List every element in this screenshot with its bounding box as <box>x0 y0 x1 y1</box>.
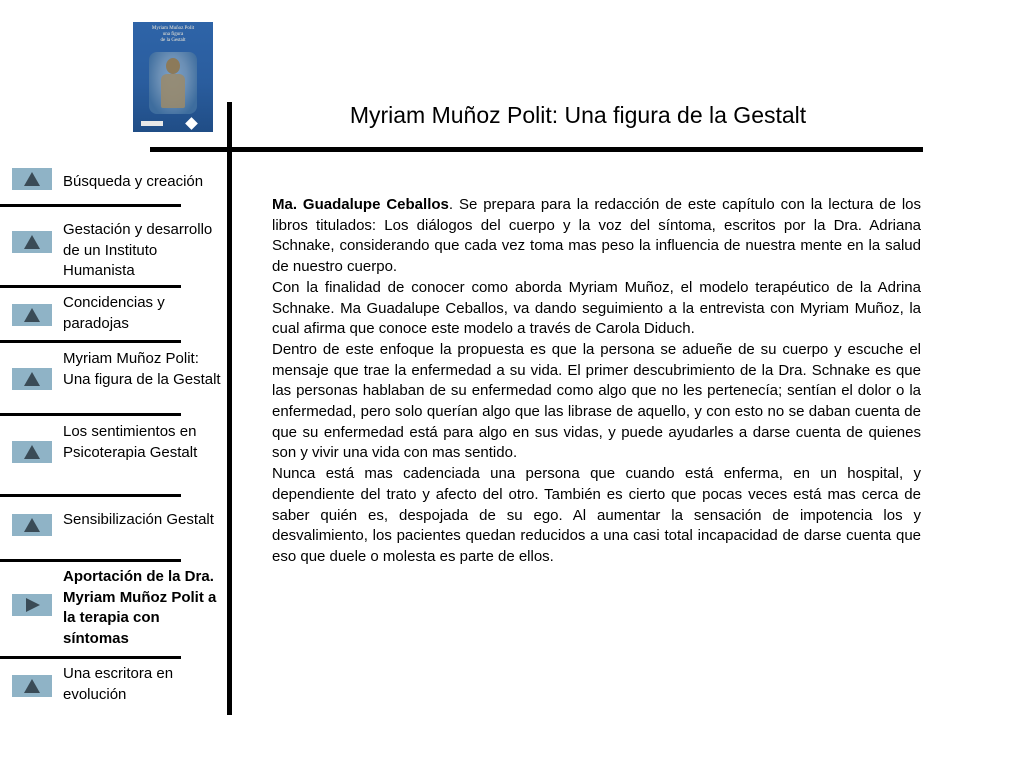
nav-button-active[interactable] <box>12 594 52 616</box>
nav-item-label-active[interactable]: Aportación de la Dra. Myriam Muñoz Polit a la terapia con síntomas <box>63 568 217 647</box>
nav-item-label[interactable]: Búsqueda y creación <box>63 173 204 190</box>
header-divider <box>150 147 923 152</box>
nav-button[interactable] <box>12 514 52 536</box>
paragraph-4: Nunca está mas cadenciada una persona que cuando está enferma, en un hospital, y dependiente del trato y afecto del otro. También es cierto que pocas veces está mas cerca de saber quién es, despojada de su ego. Al aumentar la sensación de impotencia los y desvalimiento, los pacientes quedan reducidos a una casi total incapacidad de darse cuenta que eso que duele o molesta es parte de ellos. <box>272 465 921 565</box>
nav-button[interactable] <box>12 675 52 697</box>
paragraph-1 <box>272 195 921 278</box>
nav-separator <box>0 656 181 659</box>
nav-separator <box>0 559 181 562</box>
nav-button[interactable] <box>12 231 52 253</box>
nav-item-label[interactable]: Sensibilización Gestalt <box>63 511 214 528</box>
nav-button[interactable] <box>12 441 52 463</box>
nav-separator <box>0 413 181 416</box>
paragraph-2: Con la finalidad de conocer como aborda Myriam Muñoz, el modelo terapéutico de la Adrina Schnake. Ma Guadalupe Ceballos, va dando seguimiento a la entrevista con Myriam Muñoz, la cual afirma que conoce este modelo a través de Carola Diduch. <box>272 278 921 338</box>
nav-separator <box>0 204 181 207</box>
nav-button[interactable] <box>12 368 52 390</box>
nav-item-label[interactable]: Gestación y desarrollo de un Instituto Humanista <box>63 221 213 279</box>
cover-figure-illustration <box>149 52 197 114</box>
cover-publisher-logo <box>141 121 163 126</box>
main-content <box>272 195 921 568</box>
paragraph-3: Dentro de este enfoque la propuesta es que la persona se adueñe de su cuerpo y escuche el mensaje que trae la enfermedad a su vida. El primer descubrimiento de la Dra. Schnake es que las personas hablaban de su enfermedad como algo que no les pertenecía; sentían el dolor o la enfermedad, pero solo querían algo que las librase de aquello, y con esto no se daban cuenta de que su enfermedad está para algo en sus vidas, y puede ayudarles a darse cuenta de quienes son y vivir una vida con mas sentido. <box>272 340 921 462</box>
triangle-up-icon <box>24 518 40 532</box>
triangle-up-icon <box>24 308 40 322</box>
nav-separator <box>0 494 181 497</box>
nav-separator <box>0 285 181 288</box>
triangle-right-icon <box>26 598 40 612</box>
triangle-up-icon <box>24 235 40 249</box>
author-name: Ma. Guadalupe Ceballos <box>272 196 449 213</box>
book-cover-image <box>133 22 213 132</box>
paragraph-1-text: . Se prepara para la redacción de este capítulo con la lectura de los libros titulados: Los diálogos del cuerpo y la voz del síntoma, escritos por la Dra. Adriana Schnake, considerando que cada vez toma mas peso la influencia de nuestra mente en la salud de nuestro cuerpo. <box>272 196 922 276</box>
nav-separator <box>0 340 181 343</box>
nav-button[interactable] <box>12 304 52 326</box>
nav-item-label[interactable]: Una escritora en evolución <box>63 665 174 703</box>
triangle-up-icon <box>24 679 40 693</box>
triangle-up-icon <box>24 445 40 459</box>
page-title: Myriam Muñoz Polit: Una figura de la Gestalt <box>349 102 807 128</box>
vertical-divider <box>227 102 232 715</box>
cover-emblem-icon <box>185 117 198 130</box>
triangle-up-icon <box>24 172 40 186</box>
nav-item-label[interactable]: Myriam Muñoz Polit: Una figura de la Gestalt <box>63 350 221 388</box>
nav-button[interactable] <box>12 168 52 190</box>
cover-title: Myriam Muñoz Polit una figura de la Gestalt <box>151 26 195 43</box>
triangle-up-icon <box>24 372 40 386</box>
nav-item-label[interactable]: Concidencias y paradojas <box>63 294 165 332</box>
nav-item-label[interactable]: Los sentimientos en Psicoterapia Gestalt <box>63 423 198 461</box>
